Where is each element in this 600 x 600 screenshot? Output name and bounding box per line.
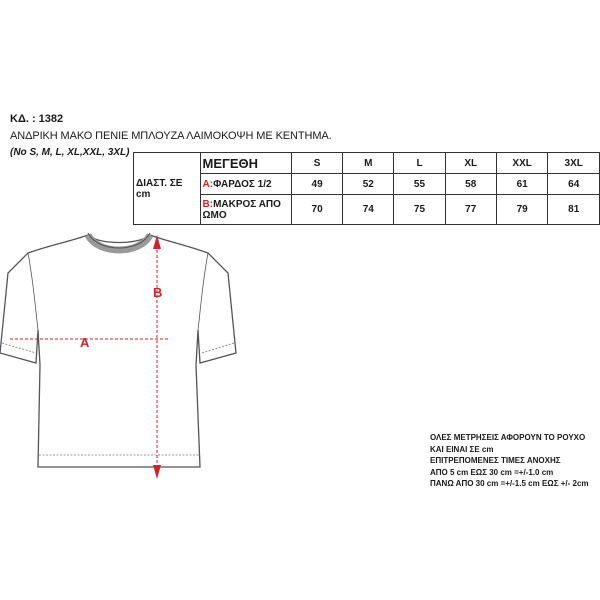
note-line: ΕΠΙΤΡΕΠΟΜΕΝΕΣ ΤΙΜΕΣ ΑΝΟΧΗΣ <box>430 456 561 465</box>
length-label <box>200 195 291 225</box>
length-value-m: 74 <box>343 195 394 225</box>
tolerance-notes <box>430 432 589 490</box>
note-line: ΑΠΟ 5 cm ΕΩΣ 30 cm =+/-1.0 cm <box>430 467 554 477</box>
size-header-xxl: XXL <box>496 153 548 174</box>
sizes-header-title: ΜΕΓΕΘΗ <box>200 153 291 174</box>
measure-b-label: B <box>153 285 163 300</box>
width-value-xxl: 61 <box>496 174 548 195</box>
size-header-xl: XL <box>445 153 496 174</box>
size-chart-table <box>133 152 600 225</box>
available-sizes: (No S, M, L, XL,XXL, 3XL) <box>10 147 130 158</box>
product-code: ΚΔ. : 1382 <box>10 113 64 125</box>
width-value-xl: 58 <box>445 174 496 195</box>
width-label-text: ΦΑΡΔΟΣ 1/2 <box>213 178 272 190</box>
length-value-3xl: 81 <box>548 195 600 225</box>
size-header-3xl: 3XL <box>548 153 600 174</box>
size-header-l: L <box>394 153 445 174</box>
measure-a-label: A <box>80 335 90 350</box>
length-value-l: 75 <box>394 195 445 225</box>
width-value-l: 55 <box>394 174 445 195</box>
dimensions-label: ΔΙΑΣΤ. ΣΕ cm <box>134 153 201 225</box>
length-value-xl: 77 <box>445 195 496 225</box>
collar <box>88 233 150 250</box>
width-key: A: <box>202 178 214 190</box>
length-key: B: <box>202 198 214 210</box>
arrow-b-bottom <box>153 465 161 479</box>
width-value-s: 49 <box>291 174 342 195</box>
width-value-3xl: 64 <box>548 174 600 195</box>
note-line: ΚΑΙ ΕΙΝΑΙ ΣΕ cm <box>430 444 494 454</box>
width-row <box>134 174 600 195</box>
tshirt-diagram <box>0 225 250 485</box>
width-value-m: 52 <box>343 174 394 195</box>
length-label-text: ΜΑΚΡΟΣ ΑΠΟ ΩΜΟ <box>202 198 281 221</box>
size-header-s: S <box>291 153 342 174</box>
width-label <box>200 174 291 195</box>
note-line: ΟΛΕΣ ΜΕΤΡΗΣΕΙΣ ΑΦΟΡΟΥΝ ΤΟ ΡΟΥΧΟ <box>430 433 586 442</box>
length-value-s: 70 <box>291 195 342 225</box>
tshirt-outline <box>0 235 236 467</box>
size-header-row <box>134 153 600 174</box>
note-line: ΠΑΝΩ ΑΠΟ 30 cm =+/-1.5 cm ΕΩΣ +/- 2cm <box>430 479 589 488</box>
length-value-xxl: 79 <box>496 195 548 225</box>
size-header-m: M <box>343 153 394 174</box>
product-description: ΑΝΔΡΙΚΗ ΜΑΚΟ ΠΕΝΙΕ ΜΠΛΟΥΖΑ ΛΑΙΜΟΚΟΨΗ ΜΕ ΚΕΝΤΗΜΑ. <box>10 130 332 142</box>
length-row <box>134 195 600 225</box>
